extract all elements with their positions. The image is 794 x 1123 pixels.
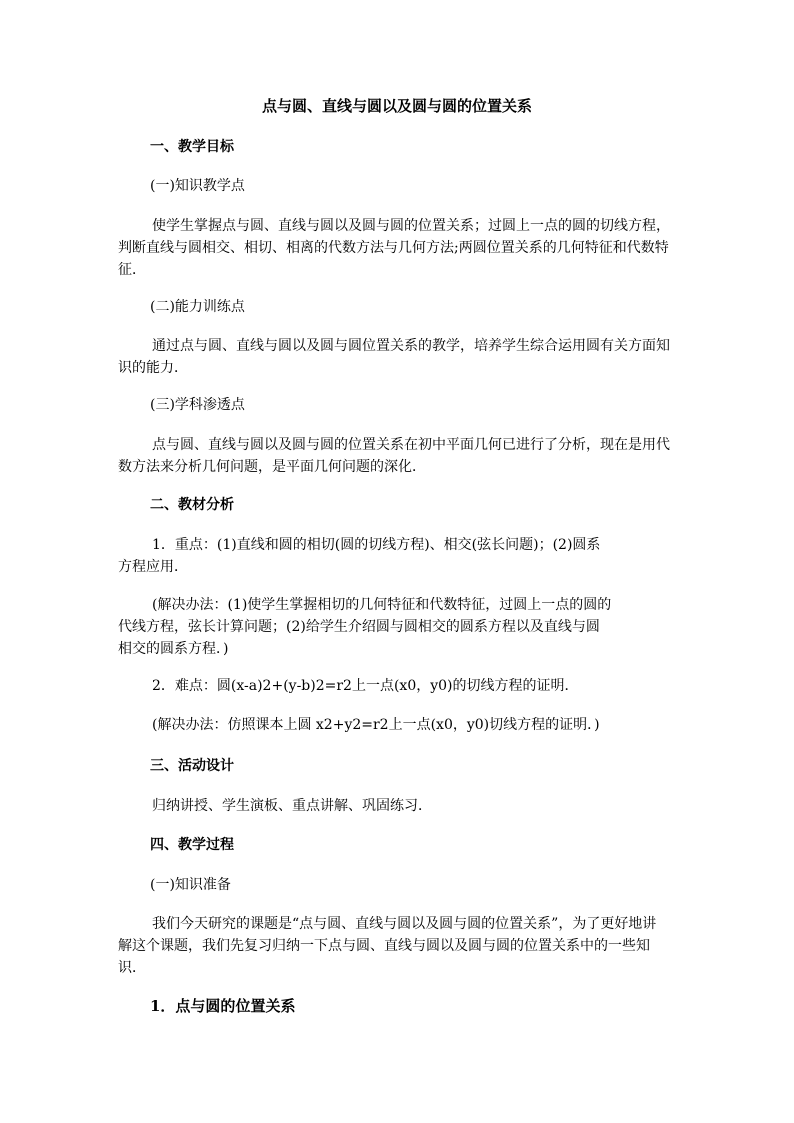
paragraph-line: 数方法来分析几何问题，是平面几何问题的深化． [118,459,426,475]
document-title: 点与圆、直线与圆以及圆与圆的位置关系 [261,97,532,115]
paragraph-line: 通过点与圆、直线与圆以及圆与圆位置关系的教学，培养学生综合运用圆有关方面知 [152,338,670,354]
paragraph-line: 识的能力． [118,360,188,376]
paragraph-line: 解这个课题，我们先复习归纳一下点与圆、直线与圆以及圆与圆的位置关系中的一些知 [118,938,650,954]
paragraph-activity [118,795,678,817]
section-heading-activity-design: 三、活动设计 [150,758,234,774]
paragraph-line: 2．难点：圆(x-a)2+(y-b)2=r2上一点(x0，y0)的切线方程的证明． [152,678,579,694]
paragraph-line: 使学生掌握点与圆、直线与圆以及圆与圆的位置关系；过圆上一点的圆的切线方程， [152,218,670,234]
paragraph-introduction [118,913,678,979]
paragraph-key-points [118,534,678,578]
subsection-ability-points: (二)能力训练点 [150,299,245,315]
paragraph-line: (解决办法：仿照课本上圆 x2+y2=r2上一点(x0，y0)切线方程的证明．) [152,717,600,733]
paragraph-line: 代线方程，弦长计算问题；(2)给学生介绍圆与圆相交的圆系方程以及直线与圆 [118,619,600,635]
paragraph-difficulty [118,675,678,697]
section-heading-point-circle: 1．点与圆的位置关系 [150,997,296,1015]
paragraph-line: 方程应用． [118,559,188,575]
paragraph-line: 识． [118,960,146,976]
paragraph-line: 征． [118,262,146,278]
paragraph-knowledge [118,215,678,281]
subsection-discipline-points: (三)学科渗透点 [150,397,245,413]
section-heading-objectives: 一、教学目标 [150,139,234,155]
subsection-knowledge-points: (一)知识教学点 [150,178,245,194]
paragraph-discipline [118,434,678,478]
section-heading-material-analysis: 二、教材分析 [150,497,234,513]
paragraph-line: 判断直线与圆相交、相切、相离的代数方法与几何方法;两圆位置关系的几何特征和代数特 [118,240,669,256]
paragraph-solution-1 [118,594,678,660]
paragraph-line: 点与圆、直线与圆以及圆与圆的位置关系在初中平面几何已进行了分析，现在是用代 [152,437,670,453]
paragraph-line: 1．重点：(1)直线和圆的相切(圆的切线方程)、相交(弦长问题)；(2)圆系 [152,537,601,553]
paragraph-ability [118,335,678,379]
paragraph-line: (解决办法：(1)使学生掌握相切的几何特征和代数特征，过圆上一点的圆的 [152,597,612,613]
paragraph-line: 我们今天研究的课题是“点与圆、直线与圆以及圆与圆的位置关系”，为了更好地讲 [152,916,657,932]
section-heading-teaching-process: 四、教学过程 [150,837,234,853]
subsection-knowledge-preparation: (一)知识准备 [150,877,231,893]
paragraph-line: 相交的圆系方程．) [118,641,229,657]
paragraph-line: 归纳讲授、学生演板、重点讲解、巩固练习． [152,798,432,814]
paragraph-solution-2 [118,714,678,736]
